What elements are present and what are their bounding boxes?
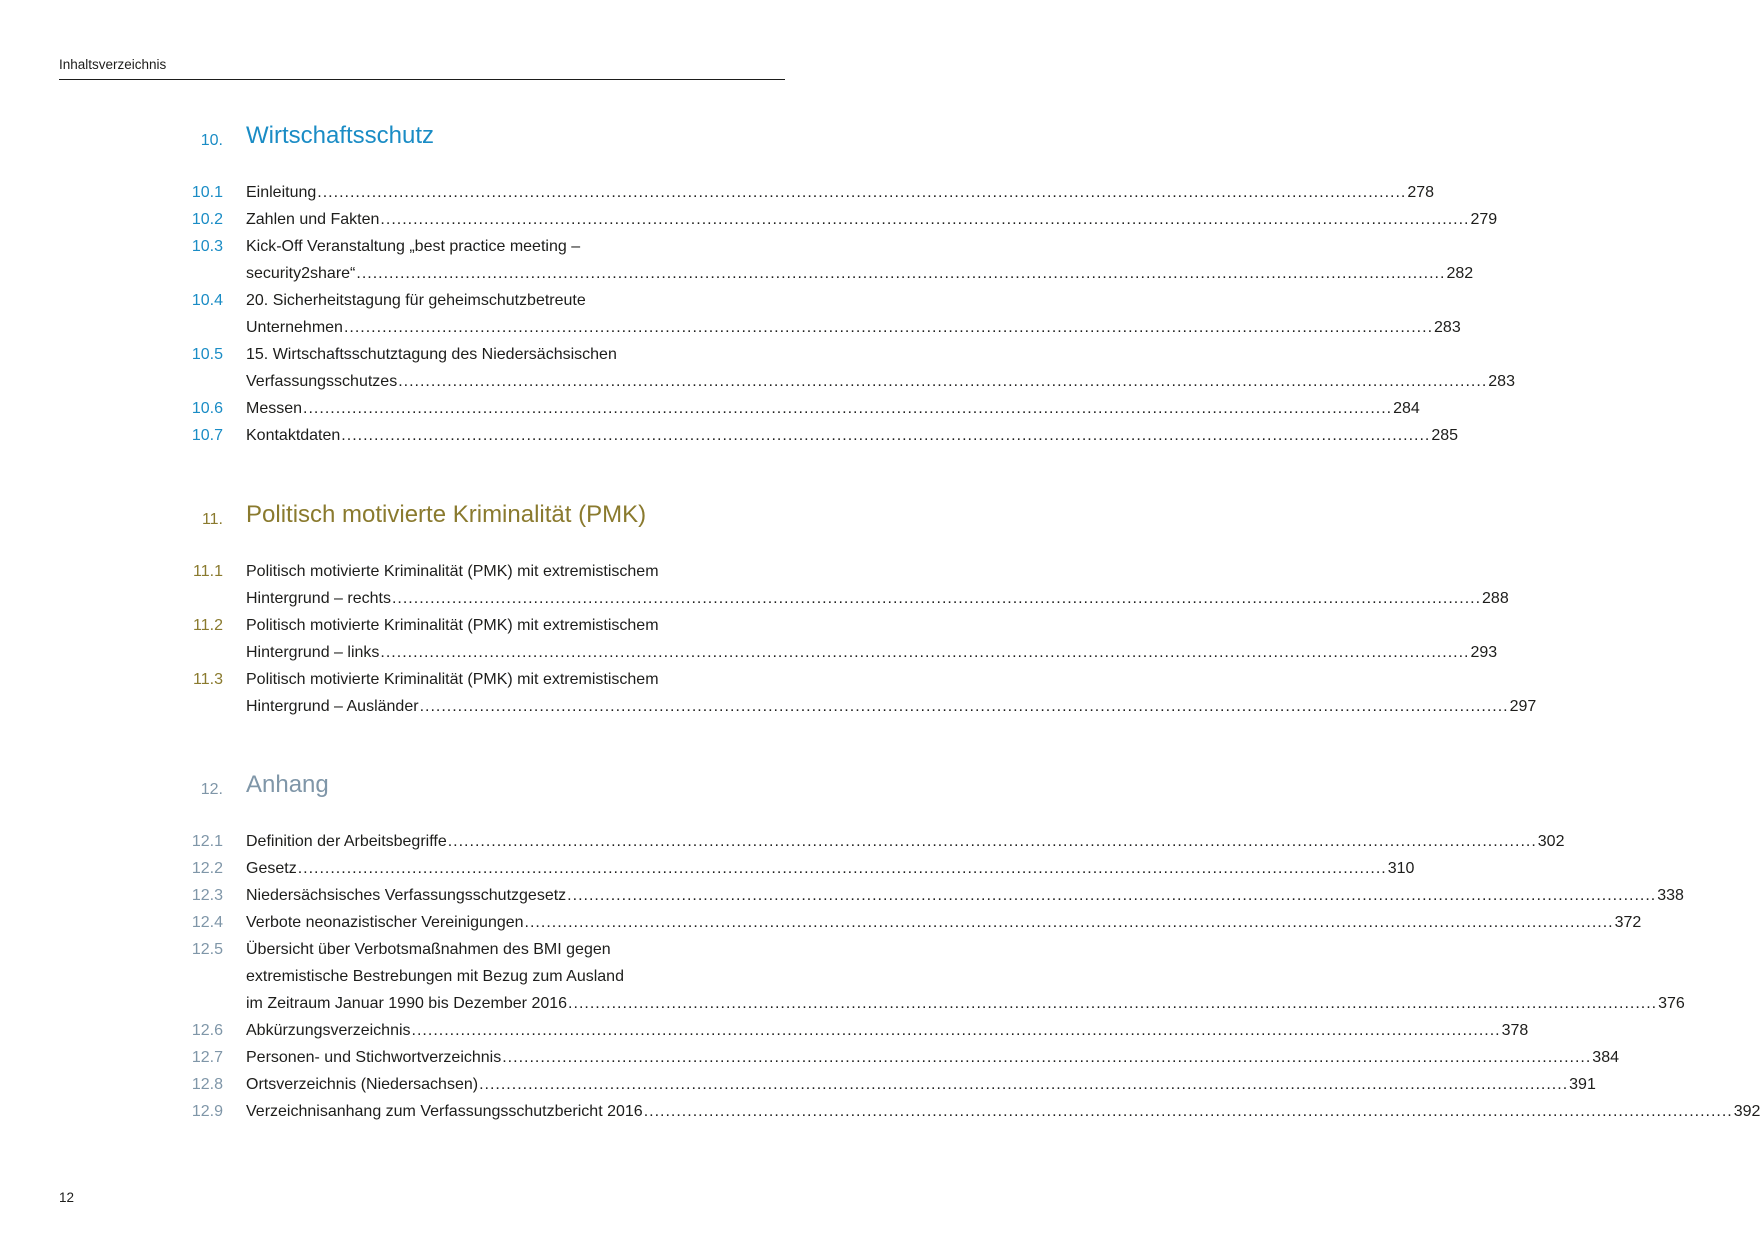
toc-entry[interactable] (0, 233, 1474, 287)
entry-line: Politisch motivierte Kriminalität (PMK) mit extremistischem (246, 563, 659, 580)
dot-leader: ........................................................................................................................................................................................................ (411, 1022, 1501, 1039)
entry-number: 12.8 (191, 1076, 223, 1093)
entry-page-number: 285 (1431, 427, 1459, 444)
entry-number: 12.6 (191, 1022, 223, 1039)
entry-number: 12.9 (191, 1103, 223, 1120)
section-title: Wirtschaftsschutz (246, 122, 435, 149)
toc-entry[interactable] (0, 828, 1565, 855)
toc-entry[interactable] (0, 882, 1684, 909)
entry-page-number: 338 (1657, 887, 1684, 904)
entry-page-number: 283 (1434, 319, 1461, 336)
section-number: 11. (201, 511, 223, 528)
entry-line (246, 585, 1509, 612)
entry-page-number: 297 (1509, 698, 1537, 715)
entry-page-number: 282 (1446, 265, 1474, 282)
dot-leader: ........................................................................................................................................................................................................ (297, 860, 1387, 877)
entry-page-number: 288 (1482, 590, 1509, 607)
entry-line (246, 855, 1415, 882)
entry-number: 10.6 (191, 400, 223, 417)
dot-leader: ........................................................................................................................................................................................................ (502, 1049, 1592, 1066)
toc-entry[interactable] (0, 422, 1459, 449)
entry-title: Hintergrund – links (246, 644, 380, 661)
entry-title: im Zeitraum Januar 1990 bis Dezember 2016 (246, 995, 568, 1012)
dot-leader: ........................................................................................................................................................................................................ (568, 995, 1658, 1012)
entry-line (246, 909, 1642, 936)
entry-line: Kick-Off Veranstaltung „best practice meeting – (246, 238, 581, 255)
entry-line (246, 422, 1459, 449)
toc-section (0, 501, 1537, 715)
dot-leader: ........................................................................................................................................................................................................ (398, 373, 1488, 390)
entry-page-number: 302 (1537, 833, 1565, 850)
entry-line: 15. Wirtschaftsschutztagung des Niedersächsischen (246, 346, 617, 363)
entry-line (246, 1071, 1596, 1098)
entry-line (246, 1044, 1619, 1071)
dot-leader: ........................................................................................................................................................................................................ (356, 265, 1446, 282)
toc-entry[interactable] (0, 287, 1461, 341)
toc-entry[interactable] (0, 206, 1498, 233)
entry-page-number: 293 (1470, 644, 1498, 661)
entry-line (246, 990, 1685, 1017)
header-rule (59, 79, 785, 80)
entry-number: 10.2 (191, 211, 223, 228)
entry-line (246, 260, 1474, 287)
entry-line: Übersicht über Verbotsmaßnahmen des BMI gegen (246, 941, 611, 958)
entry-title: Unternehmen (246, 319, 343, 336)
toc-entry[interactable] (0, 395, 1420, 422)
entry-title: Verzeichnisanhang zum Verfassungsschutzbericht 2016 (246, 1103, 643, 1120)
toc-entry[interactable] (0, 612, 1498, 666)
entry-line: extremistische Bestrebungen mit Bezug zum Ausland (246, 968, 624, 985)
toc-entry[interactable] (0, 1017, 1529, 1044)
entry-title: Definition der Arbeitsbegriffe (246, 833, 447, 850)
section-title: Politisch motivierte Kriminalität (PMK) (246, 501, 647, 528)
dot-leader: ........................................................................................................................................................................................................ (419, 698, 1509, 715)
entry-number: 10.7 (191, 427, 223, 444)
dot-leader: ........................................................................................................................................................................................................ (341, 427, 1431, 444)
entry-page-number: 310 (1387, 860, 1415, 877)
entry-line: Politisch motivierte Kriminalität (PMK) mit extremistischem (246, 671, 659, 688)
dot-leader: ........................................................................................................................................................................................................ (343, 319, 1434, 336)
entry-number: 10.1 (191, 184, 223, 201)
entry-title: Personen- und Stichwortverzeichnis (246, 1049, 502, 1066)
toc-entry[interactable] (0, 855, 1415, 882)
entry-title: Einleitung (246, 184, 317, 201)
entry-number: 11.2 (193, 617, 223, 634)
entry-line (246, 206, 1498, 233)
entry-list (0, 179, 1515, 449)
section-number: 10. (200, 132, 223, 149)
entry-number: 10.5 (191, 346, 223, 363)
running-head: Inhaltsverzeichnis (59, 57, 167, 72)
entry-title: Messen (246, 400, 303, 417)
toc-entry[interactable] (0, 341, 1515, 395)
section-heading (0, 122, 875, 162)
section-heading (0, 771, 875, 811)
dot-leader: ........................................................................................................................................................................................................ (447, 833, 1537, 850)
entry-number: 10.3 (191, 238, 223, 255)
entry-title: Ortsverzeichnis (Niedersachsen) (246, 1076, 479, 1093)
entry-number: 11.1 (193, 563, 223, 580)
entry-number: 10.4 (191, 292, 223, 309)
entry-title: Gesetz (246, 860, 297, 877)
toc-entry[interactable] (0, 666, 1537, 720)
entry-title: Verbote neonazistischer Vereinigungen (246, 914, 524, 931)
entry-line (246, 828, 1565, 855)
entry-number: 12.5 (191, 941, 223, 958)
entry-page-number: 278 (1407, 184, 1435, 201)
entry-number: 12.4 (191, 914, 223, 931)
entry-page-number: 372 (1614, 914, 1642, 931)
toc-entry[interactable] (0, 1071, 1596, 1098)
entry-title: Kontaktdaten (246, 427, 341, 444)
entry-number: 12.7 (191, 1049, 223, 1066)
entry-page-number: 376 (1658, 995, 1685, 1012)
toc-entry[interactable] (0, 1044, 1619, 1071)
entry-number: 12.3 (191, 887, 223, 904)
entry-title: Hintergrund – Ausländer (246, 698, 419, 715)
entry-page-number: 392 (1733, 1103, 1760, 1120)
entry-title: Zahlen und Fakten (246, 211, 380, 228)
dot-leader: ........................................................................................................................................................................................................ (643, 1103, 1733, 1120)
entry-line (246, 314, 1461, 341)
section-heading (0, 501, 875, 541)
dot-leader: ........................................................................................................................................................................................................ (380, 644, 1470, 661)
entry-title: Abkürzungsverzeichnis (246, 1022, 411, 1039)
entry-line (246, 1098, 1760, 1125)
toc-entry[interactable] (0, 909, 1642, 936)
entry-line (246, 179, 1435, 206)
entry-line (246, 882, 1684, 909)
entry-title: Hintergrund – rechts (246, 590, 391, 607)
entry-line: Politisch motivierte Kriminalität (PMK) mit extremistischem (246, 617, 659, 634)
entry-page-number: 384 (1592, 1049, 1619, 1066)
entry-page-number: 391 (1569, 1076, 1596, 1093)
toc-entry[interactable] (0, 936, 1685, 1017)
section-number: 12. (200, 781, 223, 798)
dot-leader: ........................................................................................................................................................................................................ (303, 400, 1393, 417)
toc-entry[interactable] (0, 1098, 1760, 1125)
page-number: 12 (59, 1190, 75, 1205)
toc-entry[interactable] (0, 179, 1435, 206)
dot-leader: ........................................................................................................................................................................................................ (479, 1076, 1569, 1093)
entry-number: 11.3 (193, 671, 223, 688)
toc-entry[interactable] (0, 558, 1509, 612)
dot-leader: ........................................................................................................................................................................................................ (524, 914, 1614, 931)
entry-title: Niedersächsisches Verfassungsschutzgesetz (246, 887, 567, 904)
entry-line (246, 693, 1537, 720)
entry-number: 12.1 (191, 833, 223, 850)
toc-section (0, 122, 1515, 444)
entry-page-number: 378 (1501, 1022, 1529, 1039)
dot-leader: ........................................................................................................................................................................................................ (391, 590, 1482, 607)
entry-list (0, 828, 1760, 1125)
entry-page-number: 283 (1488, 373, 1515, 390)
dot-leader: ........................................................................................................................................................................................................ (567, 887, 1657, 904)
toc-section (0, 771, 1760, 1120)
entry-line (246, 368, 1515, 395)
entry-number: 12.2 (191, 860, 223, 877)
entry-title: security2share“ (246, 265, 356, 282)
entry-page-number: 284 (1393, 400, 1420, 417)
entry-title: Verfassungsschutzes (246, 373, 398, 390)
entry-line (246, 1017, 1529, 1044)
section-title: Anhang (246, 771, 329, 798)
entry-list (0, 558, 1537, 720)
dot-leader: ........................................................................................................................................................................................................ (380, 211, 1470, 228)
entry-line: 20. Sicherheitstagung für geheimschutzbetreute (246, 292, 586, 309)
entry-line (246, 639, 1498, 666)
dot-leader: ........................................................................................................................................................................................................ (317, 184, 1407, 201)
entry-line (246, 395, 1420, 422)
entry-page-number: 279 (1470, 211, 1498, 228)
